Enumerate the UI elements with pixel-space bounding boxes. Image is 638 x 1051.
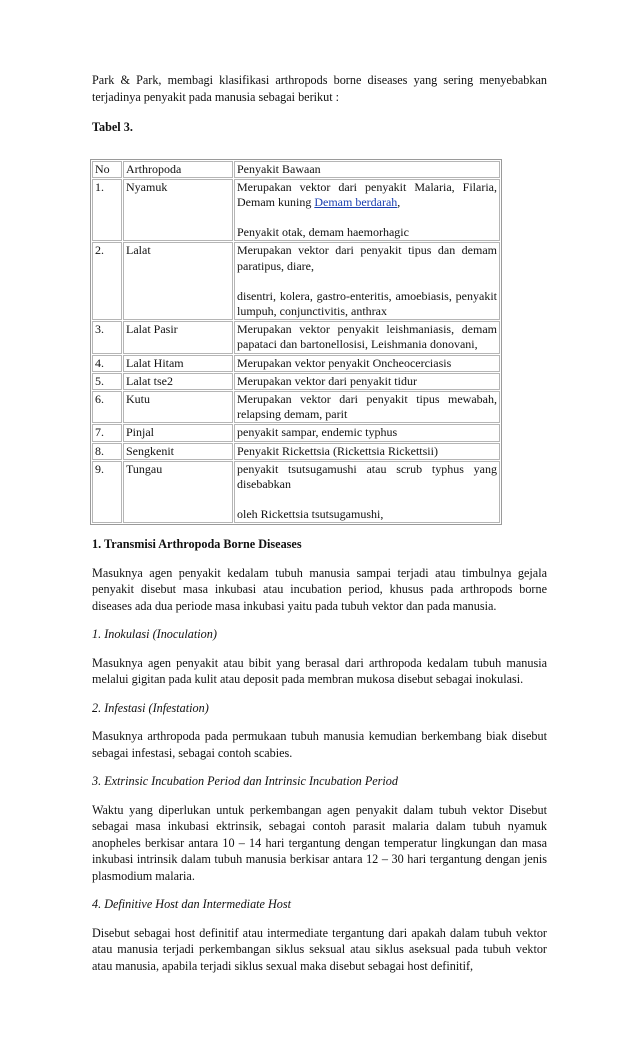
cell-text: penyakit tsutsugamushi atau scrub typhus yang disebabkan (237, 461, 497, 491)
table-row (92, 391, 500, 423)
cell-penyakit: Merupakan vektor penyakit Oncheocerciasis (234, 355, 500, 372)
cell-arthropoda: Lalat Hitam (123, 355, 233, 372)
arthropoda-table (90, 159, 502, 526)
subsection-title: 1. Inokulasi (Inoculation) (92, 627, 217, 642)
subsection-paragraph: Masuknya agen penyakit atau bibit yang berasal dari arthropoda kedalam tubuh manusia melalui gigitan pada kulit atau deposit pada membran mukosa disebut sebagai inokulasi. (92, 655, 547, 687)
subsection-paragraph: Disebut sebagai host definitif atau intermediate tergantung dari apakah dalam tubuh vektor atau manusia terjadi perkembangan siklus seksual atau siklus aseksual pada tubuh vektor atau manusia, apabila terjadi siklus sexual maka disebut sebagai host definitif, (92, 925, 547, 973)
table-title: Tabel 3. (92, 120, 133, 134)
cell-text: Penyakit otak, demam haemorhagic (237, 225, 409, 240)
table-row (92, 373, 500, 390)
cell-no: 5. (92, 373, 122, 390)
cell-text: oleh Rickettsia tsutsugamushi, (237, 507, 384, 522)
cell-penyakit: Merupakan vektor dari penyakit tipus mewabah, relapsing demam, parit (234, 391, 500, 423)
cell-arthropoda: Pinjal (123, 424, 233, 441)
cell-no: 2. (92, 242, 122, 320)
cell-no: 4. (92, 355, 122, 372)
cell-arthropoda: Nyamuk (123, 179, 233, 242)
cell-no: 9. (92, 461, 122, 524)
cell-penyakit: Merupakan vektor dari penyakit tidur (234, 373, 500, 390)
subsection-title: 2. Infestasi (Infestation) (92, 700, 209, 715)
cell-no: 3. (92, 321, 122, 353)
document-page (92, 72, 547, 974)
subsection-title: 3. Extrinsic Incubation Period dan Intrinsic Incubation Period (92, 774, 398, 789)
subsection-paragraph: Masuknya arthropoda pada permukaan tubuh manusia kemudian berkembang biak disebut sebagai infestasi, sebagai contoh scabies. (92, 729, 547, 760)
subsection-paragraph: Waktu yang diperlukan untuk perkembangan agen penyakit dalam tubuh vektor Disebut sebagai masa inkubasi ektrinsik, sebagai contoh parasit malaria dalam tubuh nyamuk anopheles berkisar antara 10 – 14 hari tergantung dengan temperatur lingkungan dan masa inkubasi intrinsik dalam tubuh manusia berkisar antara 12 – 30 hari tergantung dengan jenis plasmodium malaria. (92, 802, 547, 883)
subsection-title: 4. Definitive Host dan Intermediate Host (92, 897, 292, 912)
cell-no: 8. (92, 443, 122, 460)
cell-arthropoda: Lalat (123, 242, 233, 320)
table-row (92, 321, 500, 353)
table-row (92, 424, 500, 441)
section-title: 1. Transmisi Arthropoda Borne Diseases (92, 537, 302, 552)
cell-text: Merupakan vektor dari penyakit tipus dan demam paratipus, diare, (237, 243, 497, 273)
cell-no: 7. (92, 424, 122, 441)
cell-penyakit: penyakit sampar, endemic typhus (234, 424, 500, 441)
cell-text: disentri, kolera, gastro-enteritis, amoebiasis, penyakit lumpuh, conjunctivitis, anthrax (237, 288, 497, 318)
cell-arthropoda: Tungau (123, 461, 233, 524)
table-row (92, 242, 500, 320)
header-penyakit: Penyakit Bawaan (234, 161, 500, 178)
table-row (92, 355, 500, 372)
cell-penyakit (234, 461, 500, 524)
cell-arthropoda: Lalat tse2 (123, 373, 233, 390)
table-row (92, 443, 500, 460)
cell-no: 6. (92, 391, 122, 423)
section-paragraph: Masuknya agen penyakit kedalam tubuh manusia sampai terjadi atau timbulnya gejala penyakit disebut masa inkubasi atau incubation period, khusus pada arthropods borne diseases ada dua periode masa inkubasi yaitu pada tubuh vektor dan pada manusia. (92, 565, 547, 613)
cell-arthropoda: Kutu (123, 391, 233, 423)
cell-penyakit: Penyakit Rickettsia (Rickettsia Rickettsii) (234, 443, 500, 460)
table-row (92, 461, 500, 524)
header-no: No (92, 161, 122, 178)
demam-berdarah-link[interactable]: Demam berdarah (314, 194, 398, 209)
table-header-row (92, 161, 500, 178)
cell-no: 1. (92, 179, 122, 242)
intro-paragraph: Park & Park, membagi klasifikasi arthropods borne diseases yang sering menyebabkan terjadinya penyakit pada manusia sebagai berikut : (92, 73, 547, 104)
cell-penyakit (234, 179, 500, 242)
cell-text: , (397, 194, 401, 209)
cell-penyakit: Merupakan vektor penyakit leishmaniasis, demam papataci dan bartonellosisi, Leishmania donovani, (234, 321, 500, 353)
table-row (92, 179, 500, 242)
cell-text: Merupakan vektor dari penyakit Malaria, Filaria, Demam kuning (237, 179, 497, 209)
cell-arthropoda: Sengkenit (123, 443, 233, 460)
header-arthropoda: Arthropoda (123, 161, 233, 178)
cell-arthropoda: Lalat Pasir (123, 321, 233, 353)
cell-penyakit (234, 242, 500, 320)
